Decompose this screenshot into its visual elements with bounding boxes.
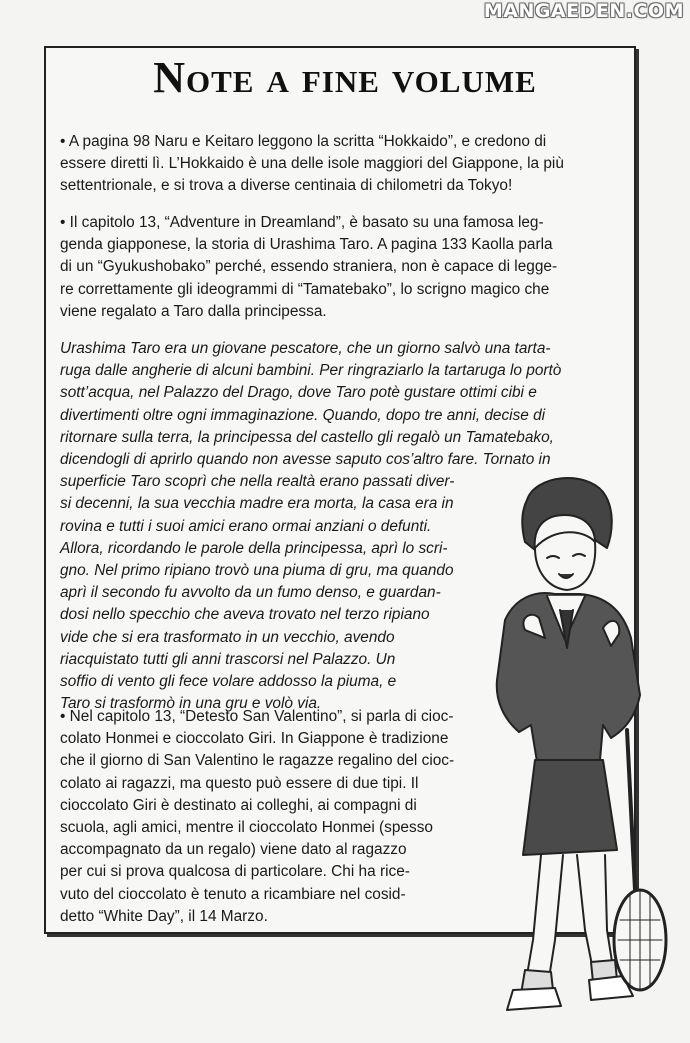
text-line: ruga dalle angherie di alcuni bambini. Per ringraziarlo la tartaruga lo portò: [60, 362, 562, 380]
text-line: • Nel capitolo 13, “Detesto San Valentino”, si parla di cioc-: [60, 708, 454, 725]
text-line: • A pagina 98 Naru e Keitaro leggono la scritta “Hokkaido”, e credono di: [60, 133, 547, 150]
text-line: re correttamente gli ideogrammi di “Tamatebako”, lo scrigno magico che: [60, 280, 550, 298]
text-line: Allora, ricordando le parole della principessa, aprì lo scri-: [60, 539, 448, 557]
text-line: accompagnato da un regalo) viene dato al ragazzo: [60, 841, 407, 859]
text-line: essere diretti lì. L’Hokkaido è una delle isole maggiori del Giappone, la più: [60, 155, 564, 173]
text-line: Taro si trasformò in una gru e volò via.: [60, 695, 322, 713]
text-line: genda giapponese, la storia di Urashima Taro. A pagina 133 Kaolla parla: [60, 236, 553, 254]
text-line: riacquistato tutti gli anni trascorsi nel Palazzo. Un: [60, 650, 396, 668]
text-line: viene regalato a Taro dalla principessa.: [60, 302, 327, 320]
note-paragraph-dreamland: [60, 212, 620, 323]
text-line: divertimenti oltre ogni immaginazione. Quando, dopo tre anni, decise di: [60, 406, 546, 424]
text-line: gno. Nel primo ripiano trovò una piuma di gru, ma quando: [60, 562, 454, 580]
text-line: • Il capitolo 13, “Adventure in Dreamland”, è basato su una famosa leg-: [60, 214, 544, 231]
watermark: MANGAEDEN.COM: [483, 0, 684, 22]
text-line: vuto del cioccolato è tenuto a ricambiare nel cosid-: [60, 885, 406, 903]
text-line: aprì il secondo fu avvolto da un fumo denso, e guardan-: [60, 584, 441, 602]
text-line: di un “Gyukushobako” perché, essendo straniera, non è capace di legge-: [60, 258, 558, 276]
text-line: si decenni, la sua vecchia madre era morta, la casa era in: [60, 495, 454, 513]
text-line: colato ai ragazzi, ma questo può essere di due tipi. Il: [60, 774, 419, 792]
text-line: settentrionale, e si trova a diverse centinaia di chilometri da Tokyo!: [60, 177, 513, 195]
text-line: dicendogli di aprirlo quando non avesse saputo cos’altro fare. Tornato in: [60, 451, 551, 469]
text-line: dosi nello specchio che aveva trovato nel terzo ripiano: [60, 606, 430, 624]
note-paragraph-san-valentino: [60, 706, 500, 928]
girl-with-tennis-racket-illustration: [435, 470, 685, 1030]
text-line: Urashima Taro era un giovane pescatore, che un giorno salvò una tarta-: [60, 340, 551, 357]
text-line: scuola, agli amici, mentre il cioccolato Honmei (spesso: [60, 819, 433, 837]
text-line: colato Honmei e cioccolato Giri. In Giappone è tradizione: [60, 730, 449, 748]
text-line: detto “White Day”, il 14 Marzo.: [60, 907, 268, 925]
text-line: cioccolato Giri è destinato ai colleghi, ai compagni di: [60, 796, 417, 814]
note-paragraph-hokkaido: [60, 131, 620, 198]
text-line: superficie Taro scoprì che nella realtà erano passati diver-: [60, 473, 455, 491]
text-line: rovina e tutti i suoi amici erano ormai anziani o defunti.: [60, 517, 432, 535]
text-line: che il giorno di San Valentino le ragazze regalino del cioc-: [60, 752, 455, 770]
page-title: Note a fine volume: [153, 53, 537, 102]
text-line: vide che si era trasformato in un vecchio, avendo: [60, 628, 395, 646]
text-line: ritornare sulla terra, la principessa del castello gli regalò un Tamatebako,: [60, 428, 554, 446]
text-line: sott’acqua, nel Palazzo del Drago, dove Taro potè gustare ottimi cibi e: [60, 384, 537, 402]
text-line: per cui si prova qualcosa di particolare. Chi ha rice-: [60, 863, 410, 881]
text-line: soffio di vento gli fece volare addosso la piuma, e: [60, 673, 397, 691]
